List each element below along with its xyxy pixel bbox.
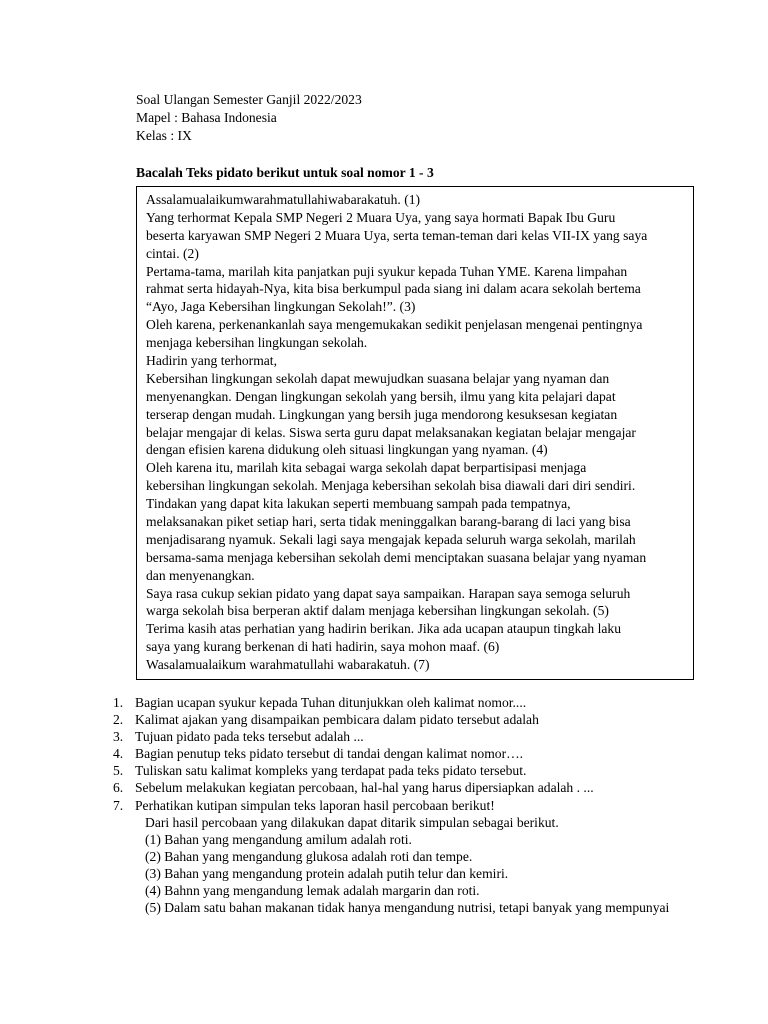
speech-line: dengan efisien karena didukung oleh situasi lingkungan yang nyaman. (4) [146, 442, 548, 458]
subject-line: Mapel : Bahasa Indonesia [136, 110, 277, 125]
question-item [113, 762, 703, 779]
speech-line: menjaga kebersihan lingkungan sekolah. [146, 335, 368, 351]
speech-line: Oleh karena, perkenankanlah saya mengemukakan sedikit penjelasan mengenai pentingnya [146, 317, 643, 333]
question-number: 3. [113, 729, 124, 745]
question-text: Tuliskan satu kalimat kompleks yang terdapat pada teks pidato tersebut. [135, 763, 527, 779]
question-number: 7. [113, 797, 124, 813]
speech-line: Saya rasa cukup sekian pidato yang dapat saya sampaikan. Harapan saya semoga seluruh [146, 585, 631, 601]
question-item [113, 797, 703, 814]
speech-line: menjadisarang nyamuk. Sekali lagi saya mengajak kepada seluruh warga sekolah, marilah [146, 531, 636, 547]
q7-conclusion-item: (4) Bahnn yang mengandung lemak adalah margarin dan roti. [145, 883, 480, 899]
question-text: Bagian ucapan syukur kepada Tuhan ditunjukkan oleh kalimat nomor.... [135, 695, 527, 710]
speech-line: saya yang kurang berkenan di hati hadirin, saya mohon maaf. (6) [146, 639, 500, 655]
speech-text-box [136, 186, 694, 680]
speech-line: Yang terhormat Kepala SMP Negeri 2 Muara Uya, yang saya hormati Bapak Ibu Guru [146, 209, 616, 225]
speech-line: beserta karyawan SMP Negeri 2 Muara Uya, serta teman-teman dari kelas VII-IX yang saya [146, 227, 648, 243]
q7-conclusion-item: (1) Bahan yang mengandung amilum adalah roti. [145, 831, 412, 847]
speech-line: warga sekolah bisa berperan aktif dalam menjaga kebersihan lingkungan sekolah. (5) [146, 603, 609, 619]
speech-line: rahmat serta hidayah-Nya, kita bisa berkumpul pada siang ini dalam acara sekolah bertema [146, 281, 641, 297]
question-list [113, 694, 703, 916]
speech-line: Pertama-tama, marilah kita panjatkan puji syukur kepada Tuhan YME. Karena limpahan [146, 263, 628, 279]
section-title: Bacalah Teks pidato berikut untuk soal nomor 1 - 3 [136, 165, 434, 180]
speech-line: melaksanakan piket setiap hari, serta tidak meninggalkan barang-barang di laci yang bisa [146, 514, 631, 530]
speech-line: dan menyenangkan. [146, 567, 255, 583]
question-number: 1. [113, 695, 124, 710]
exam-title: Soal Ulangan Semester Ganjil 2022/2023 [136, 92, 362, 107]
question-text: Sebelum melakukan kegiatan percobaan, hal-hal yang harus dipersiapkan adalah . ... [135, 780, 594, 796]
question-text: Kalimat ajakan yang disampaikan pembicara dalam pidato tersebut adalah [135, 712, 539, 728]
q7-conclusion-item: (2) Bahan yang mengandung glukosa adalah roti dan tempe. [145, 848, 473, 864]
speech-line: Oleh karena itu, marilah kita sebagai warga sekolah dapat berpartisipasi menjaga [146, 460, 587, 476]
speech-line: cintai. (2) [146, 245, 199, 261]
speech-line: Wasalamualaikum warahmatullahi wabarakatuh. (7) [146, 657, 430, 673]
question-item [113, 711, 703, 728]
question-number: 6. [113, 780, 124, 796]
speech-line: “Ayo, Jaga Kebersihan lingkungan Sekolah!”. (3) [146, 299, 416, 315]
speech-line: Hadirin yang terhormat, [146, 353, 277, 369]
question-number: 4. [113, 746, 124, 762]
speech-line: bersama-sama menjaga kebersihan sekolah demi menciptakan suasana belajar yang nyaman [146, 549, 647, 565]
question-item [113, 694, 703, 711]
question-item [113, 779, 703, 796]
question-text: Tujuan pidato pada teks tersebut adalah ... [135, 729, 364, 745]
class-line: Kelas : IX [136, 128, 192, 143]
speech-line: Terima kasih atas perhatian yang hadirin berikan. Jika ada ucapan ataupun tingkah laku [146, 621, 622, 637]
q7-conclusion-item: (5) Dalam satu bahan makanan tidak hanya mengandung nutrisi, tetapi banyak yang mempunyai [145, 900, 670, 916]
speech-line: Assalamualaikumwarahmatullahiwabarakatuh. (1) [146, 192, 421, 207]
question-text: Bagian penutup teks pidato tersebut di tandai dengan kalimat nomor…. [135, 746, 524, 762]
speech-line: Tindakan yang dapat kita lakukan seperti membuang sampah pada tempatnya, [146, 496, 571, 512]
q7-conclusion-item: (3) Bahan yang mengandung protein adalah putih telur dan kemiri. [145, 865, 509, 881]
question-number: 5. [113, 763, 124, 779]
speech-line: menyenangkan. Dengan lingkungan sekolah yang bersih, ilmu yang kita pelajari dapat [146, 388, 616, 404]
speech-line: terserap dengan mudah. Lingkungan yang bersih juga mendorong kesuksesan kegiatan [146, 406, 618, 422]
question-item [113, 728, 703, 745]
q7-intro: Dari hasil percobaan yang dilakukan dapat ditarik simpulan sebagai berikut. [145, 814, 559, 830]
question-number: 2. [113, 712, 124, 728]
document-header [136, 91, 362, 145]
question-text: Perhatikan kutipan simpulan teks laporan hasil percobaan berikut! [135, 797, 495, 813]
speech-line: belajar mengajar di kelas. Siswa serta guru dapat melaksanakan kegiatan belajar mengajar [146, 424, 636, 440]
speech-line: kebersihan lingkungan sekolah. Menjaga kebersihan sekolah bisa diawali dari diri sendiri. [146, 478, 636, 494]
speech-line: Kebersihan lingkungan sekolah dapat mewujudkan suasana belajar yang nyaman dan [146, 370, 610, 386]
question-item [113, 745, 703, 762]
